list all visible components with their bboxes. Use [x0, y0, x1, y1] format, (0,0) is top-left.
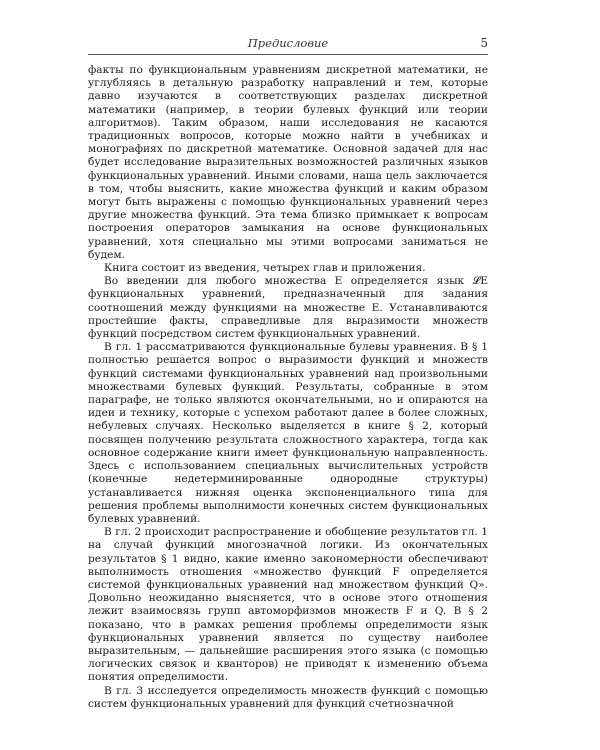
paragraph: Книга состоит из введения, четырех глав и приложения.: [104, 262, 426, 275]
running-header: [88, 36, 488, 55]
paragraph: факты по функциональным уравнениям дискретной математики, не углубляясь в детальную разработку направлений и тем, которые давно изучаются в соответствующих разделах дискретной математики (например, в теории булевых функций или теории алгоритмов). Таким образом, наши исследования не касаются традиционных вопросов, которые можно найти в учебниках и монографиях по дискретной математике. Основной задачей для нас будет исследование выразительных возможностей различных языков функциональных уравнений. Иными словами, наша цель заключается в том, чтобы выяснить, какие множества функций и каким образом могут быть выражены с помощью функциональных уравнений через другие множества функций. Эта тема близко примыкает к вопросам построения операторов замыкания на основе функциональных уравнений, хотя специально мы этими вопросами заниматься не будем.: [88, 64, 488, 261]
running-title: Предисловие: [247, 36, 329, 50]
paragraph: В гл. 2 происходит распространение и обобщение результатов гл. 1 на случай функций многозначной логики. Из окончательных результатов § 1 видно, какие именно закономерности обеспечивают выполнимость отношения «множество функций F определяется системой функциональных уравнений над множеством функций Q». Довольно неожиданно выясняется, что в основе этого отношения лежит взаимосвязь групп автоморфизмов множеств F и Q. В § 2 показано, что в рамках решения проблемы определимости язык функциональных уравнений является по существу наиболее выразительным, — дальнейшие расширения этого языка (с помощью логических связок и кванторов) не приводят к изменению объема понятия определимости.: [88, 526, 488, 684]
page-number: 5: [480, 36, 488, 50]
paragraph: В гл. 3 исследуется определимость множеств функций с помощью систем функциональных уравнений для функций счетнозначной: [88, 684, 488, 710]
paragraph: В гл. 1 рассматриваются функциональные булевы уравнения. В § 1 полностью решается вопрос о выразимости функций и множеств функций системами функциональных уравнений над произвольными множествами булевых функций. Результаты, собранные в этом параграфе, не только являются окончательными, но и опираются на идеи и технику, которые с успехом работают далее в более сложных, небулевых случаях. Несколько выделяется в книге § 2, который посвящен получению результата сложностного характера, тогда как основное содержание книги имеет функциональную направленность. Здесь с использованием специальных вычислительных устройств (конечные недетерминированные однородные структуры) устанавливается нижняя оценка экспоненциального типа для решения проблемы выполнимости конечных систем функциональных булевых уравнений.: [88, 341, 488, 525]
body-text: [88, 64, 488, 711]
paragraph: Во введении для любого множества E определяется язык 𝓛E функциональных уравнений, предназначенный для задания соотношений между функциями на множестве E. Устанавливаются простейшие факты, справедливые для выразимости множеств функций посредством систем функциональных уравнений.: [88, 275, 488, 341]
